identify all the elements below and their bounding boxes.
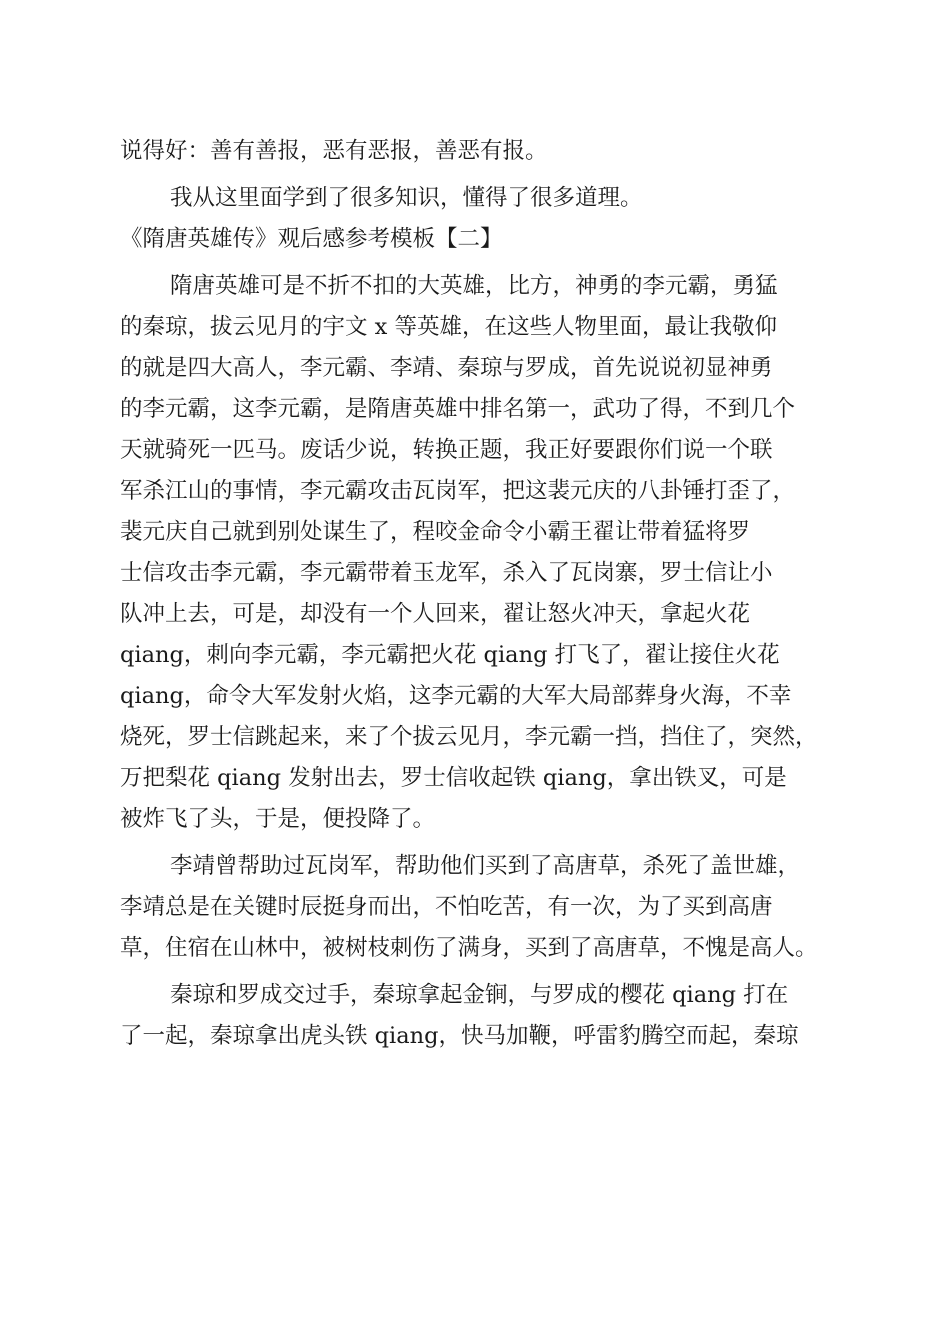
paragraph-start: 李靖曾帮助过瓦岗军，帮助他们买到了高唐草，杀死了盖世雄， — [170, 853, 801, 879]
text-line: 士信攻击李元霸，李元霸带着玉龙军，杀入了瓦岗寨，罗士信让小 — [120, 560, 773, 586]
section-heading: 《隋唐英雄传》观后感参考模板【二】 — [120, 226, 503, 252]
paragraph-start: 我从这里面学到了很多知识，懂得了很多道理。 — [170, 185, 643, 211]
text-line: 烧死，罗士信跳起来，来了个拔云见月，李元霸一挡，挡住了，突然， — [120, 724, 818, 750]
text-line: 队冲上去，可是，却没有一个人回来，翟让怒火冲天，拿起火花 — [120, 601, 751, 627]
text-line: qiang，命令大军发射火焰，这李元霸的大军大局部葬身火海，不幸 — [120, 683, 792, 709]
text-line: 的秦琼，拔云见月的宇文 x 等英雄，在这些人物里面，最让我敬仰 — [120, 314, 777, 340]
text-line: 草，住宿在山林中，被树枝刺伤了满身，买到了高唐草，不愧是高人。 — [120, 935, 818, 961]
paragraph-start: 秦琼和罗成交过手，秦琼拿起金锏，与罗成的樱花 qiang 打在 — [170, 982, 789, 1008]
document-body — [120, 131, 840, 1057]
text-line: 军杀江山的事情，李元霸攻击瓦岗军，把这裴元庆的八卦锤打歪了， — [120, 478, 796, 504]
text-line: 万把梨花 qiang 发射出去，罗士信收起铁 qiang，拿出铁叉，可是 — [120, 765, 787, 791]
text-line: 裴元庆自己就到别处谋生了，程咬金命令小霸王翟让带着猛将罗 — [120, 519, 751, 545]
text-line: 天就骑死一匹马。废话少说，转换正题，我正好要跟你们说一个联 — [120, 437, 773, 463]
text-line: qiang，刺向李元霸，李元霸把火花 qiang 打飞了，翟让接住火花 — [120, 642, 780, 668]
text-line: 被炸飞了头，于是，便投降了。 — [120, 806, 436, 832]
text-line: 的就是四大高人，李元霸、李靖、秦琼与罗成，首先说说初显神勇 — [120, 355, 773, 381]
paragraph-start: 隋唐英雄可是不折不扣的大英雄，比方，神勇的李元霸，勇猛 — [170, 273, 778, 299]
text-line: 说得好：善有善报，恶有恶报，善恶有报。 — [120, 138, 548, 164]
text-line: 的李元霸，这李元霸，是隋唐英雄中排名第一，武功了得，不到几个 — [120, 396, 796, 422]
text-line: 李靖总是在关键时辰挺身而出，不怕吃苦，有一次，为了买到高唐 — [120, 894, 773, 920]
text-line: 了一起，秦琼拿出虎头铁 qiang，快马加鞭，呼雷豹腾空而起，秦琼 — [120, 1023, 799, 1049]
